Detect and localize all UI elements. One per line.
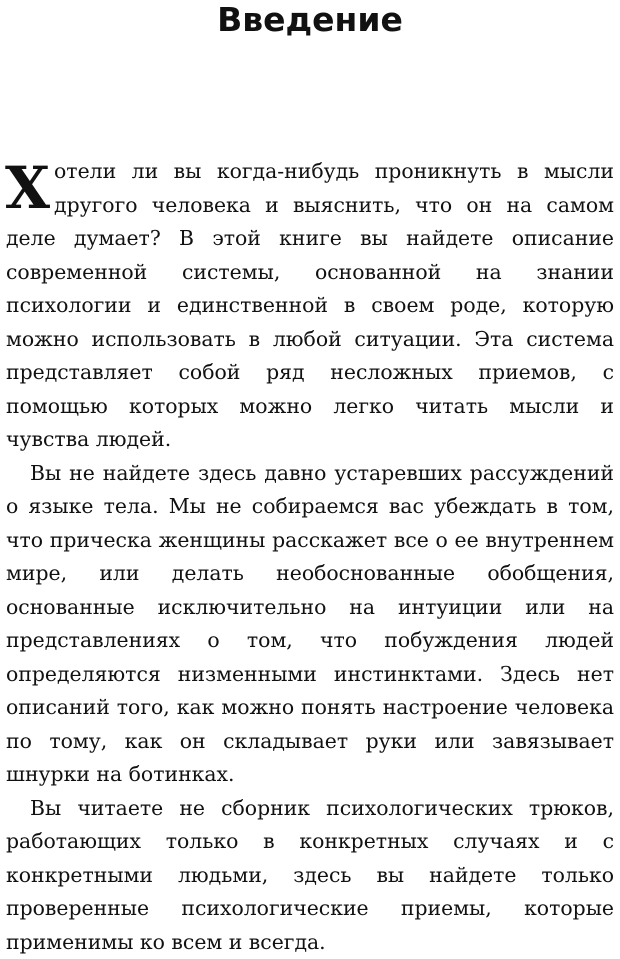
paragraph-1-text: отели ли вы когда-нибудь проникнуть в мысли другого человека и выяснить, что он на самом деле думает? В этой книге вы найдете описание современной системы, основанной на знании психологии и единственной в своем роде, которую можно использовать в любой ситуации. Эта система представляет собой ряд несложных приемов, с помощью которых можно легко читать мысли и чувства людей. [6,159,614,451]
paragraph-2 [6,457,614,792]
paragraph-1 [6,155,614,457]
paragraph-3-text: Вы читаете не сборник психологических трюков, работающих только в конкретных случаях и с конкретными людьми, здесь вы найдете только проверенные психологические приемы, которые применимы ко всем и всегда. [6,796,614,954]
chapter-title: Введение [0,0,620,40]
paragraph-3 [6,792,614,959]
drop-cap-letter: Х [5,161,50,215]
paragraph-2-text: Вы не найдете здесь давно устаревших рассуждений о языке тела. Мы не собираемся вас убеждать в том, что прическа женщины расскажет все о ее внутреннем мире, или делать необоснованные обобщения, основанные исключительно на интуиции или на представлениях о том, что побуждения людей определяются низменными инстинктами. Здесь нет описаний того, как можно понять настроение человека по тому, как он складывает руки или завязывает шнурки на ботинках. [6,461,614,787]
chapter-body [6,155,614,959]
